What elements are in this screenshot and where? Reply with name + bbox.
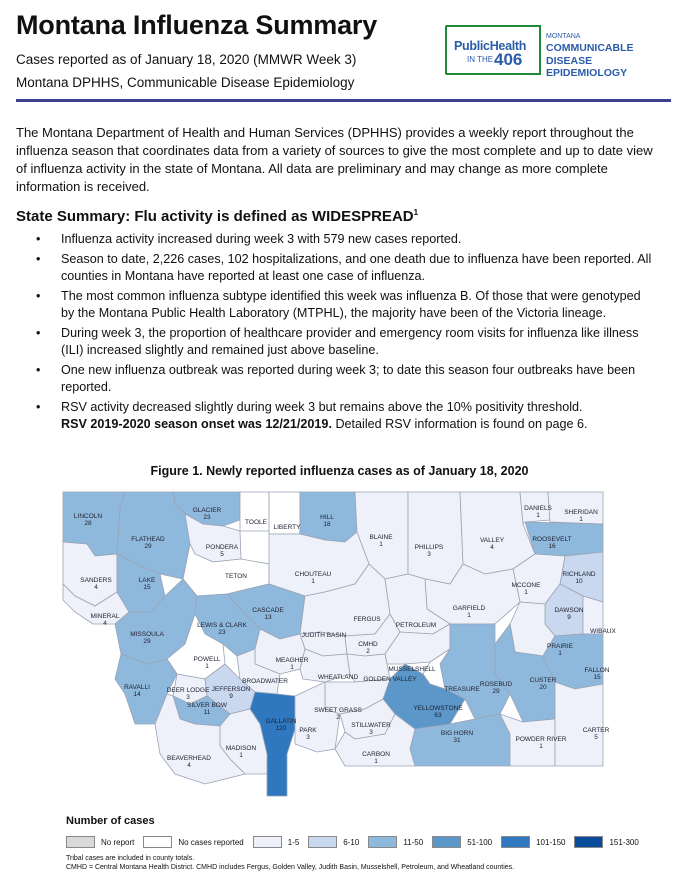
county-label-deer-lodge: DEER LODGE 3	[166, 687, 210, 701]
legend-label: 151-300	[609, 837, 639, 847]
county-label-prairie: PRAIRIE 1	[546, 643, 574, 657]
legend-label: 6-10	[343, 837, 360, 847]
legend-item	[143, 836, 243, 848]
header-rule	[16, 99, 671, 102]
county-label-big-horn: BIG HORN 31	[440, 730, 474, 744]
legend-label: 51-100	[467, 837, 493, 847]
legend-swatch	[368, 836, 397, 848]
county-label-blaine: BLAINE 1	[369, 534, 393, 548]
legend-label: 11-50	[403, 837, 424, 847]
county-label-musselshell: MUSSELSHELL	[388, 666, 436, 673]
county-label-carter: CARTER 5	[582, 727, 610, 741]
county-label-glacier: GLACIER 23	[192, 507, 222, 521]
county-label-madison: MADISON 1	[225, 745, 257, 759]
county-label-custer: CUSTER 20	[529, 677, 557, 691]
map-legend	[66, 836, 648, 848]
county-label-yellowstone: YELLOWSTONE 63	[413, 705, 463, 719]
county-label-roosevelt: ROOSEVELT 16	[532, 536, 572, 550]
county-label-lewis-and-clark: LEWIS & CLARK 23	[197, 622, 247, 636]
county-label-ravalli: RAVALLI 14	[124, 684, 150, 698]
montana-county-map	[55, 484, 616, 809]
county-label-valley: VALLEY 4	[479, 537, 505, 551]
bullet-item: • Influenza activity increased during week 3 with 579 new cases reported.	[16, 231, 656, 249]
legend-item	[368, 836, 423, 848]
legend-item	[574, 836, 638, 848]
rsv-tail: Detailed RSV information is found on page 6.	[331, 417, 588, 431]
legend-swatch	[253, 836, 282, 848]
county-label-beaverhead: BEAVERHEAD 4	[167, 755, 211, 769]
legend-label: No report	[101, 837, 135, 847]
legend-label: 1-5	[287, 837, 300, 847]
logo-line2: DISEASE EPIDEMIOLOGY	[546, 55, 628, 79]
county-label-fallon: FALLON 15	[584, 667, 610, 681]
report-date: Cases reported as of January 18, 2020 (MMWR Week 3)	[16, 52, 357, 67]
county-phillips	[408, 492, 463, 584]
county-label-richland: RICHLAND 10	[562, 571, 596, 585]
county-label-chouteau: CHOUTEAU 1	[294, 571, 332, 585]
figure-title: Figure 1. Newly reported influenza cases as of January 18, 2020	[150, 464, 529, 478]
county-label-mccone: MCCONE 1	[511, 582, 541, 596]
legend-title: Number of cases	[66, 815, 155, 827]
county-label-liberty: LIBERTY	[273, 524, 301, 531]
rsv-onset: RSV 2019-2020 season onset was 12/21/2019.	[61, 417, 332, 431]
county-carter	[555, 682, 603, 766]
county-label-meagher: MEAGHER 1	[275, 657, 309, 671]
intro-paragraph: The Montana Department of Health and Human Services (DPHHS) provides a weekly report throughout the influenza season that coordinates data from a variety of sources to give the most complete and up to date view of influenza activity in the state of Montana. All data are preliminary and may change as more complete information is received.	[16, 125, 653, 194]
logo-in-the: IN THE	[467, 55, 494, 64]
legend-item	[66, 836, 134, 848]
county-label-lake: LAKE 15	[138, 577, 156, 591]
legend-item	[253, 836, 300, 848]
county-label-sheridan: SHERIDAN 1	[564, 509, 598, 523]
county-label-silver-bow: SILVER BOW 11	[187, 702, 227, 716]
bullet-item: • Season to date, 2,226 cases, 102 hospitalizations, and one death due to influenza have been reported. All counties in Montana have reported at least one case of influenza.	[16, 251, 656, 286]
county-label-rosebud: ROSEBUD 29	[479, 681, 513, 695]
county-label-phillips: PHILLIPS 3	[414, 544, 444, 558]
county-label-daniels: DANIELS 1	[524, 505, 552, 519]
legend-item	[432, 836, 492, 848]
bullet-item: • During week 3, the proportion of healthcare provider and emergency room visits for influenza like illness (ILI) increased slightly and remained just above baseline.	[16, 325, 656, 360]
county-label-judith-basin: JUDITH BASIN	[301, 632, 347, 639]
county-label-mineral: MINERAL 4	[90, 613, 120, 627]
county-label-flathead: FLATHEAD 29	[131, 536, 165, 550]
bullet-item-rsv	[16, 399, 656, 434]
county-label-park: PARK 3	[299, 727, 317, 741]
logo-public-health: PublicHealth	[454, 39, 527, 53]
bullet-item: • One new influenza outbreak was reported during week 3; to date this season four outbreaks have been reported.	[16, 362, 656, 397]
county-label-broadwater: BROADWATER	[242, 678, 288, 685]
logo-line1: COMMUNICABLE	[546, 42, 634, 54]
county-label-powell: POWELL 1	[193, 656, 221, 670]
county-label-petroleum: PETROLEUM	[395, 622, 437, 629]
bullet-item: • The most common influenza subtype identified this week was influenza B. Of those that were genotyped by the Montana Public Health Laboratory (MTPHL), the majority have been of the Victoria lineage.	[16, 288, 656, 323]
county-label-lincoln: LINCOLN 28	[73, 513, 103, 527]
county-label-garfield: GARFIELD 1	[452, 605, 486, 619]
county-label-teton: TETON	[225, 573, 247, 580]
legend-swatch	[66, 836, 95, 848]
county-label-golden-valley: GOLDEN VALLEY	[363, 676, 417, 683]
county-label-treasure: TREASURE	[444, 686, 480, 693]
county-label-dawson: DAWSON 9	[554, 607, 584, 621]
legend-swatch	[143, 836, 172, 848]
logo-montana: MONTANA	[546, 33, 581, 40]
legend-label: 101-150	[536, 837, 566, 847]
legend-item	[308, 836, 359, 848]
county-label-cmhd: CMHD 2	[358, 641, 378, 655]
county-label-jefferson: JEFFERSON 9	[211, 686, 251, 700]
county-label-sanders: SANDERS 4	[80, 577, 112, 591]
logo-406: 406	[494, 50, 523, 69]
summary-bullets	[16, 231, 656, 436]
legend-swatch	[308, 836, 337, 848]
public-health-logo	[445, 25, 675, 77]
legend-item	[501, 836, 565, 848]
county-label-pondera: PONDERA 5	[205, 544, 239, 558]
footnote-mark: 1	[413, 208, 419, 217]
rsv-text: RSV activity decreased slightly during week 3 but remains above the 10% positivity threshold.	[61, 399, 583, 414]
county-label-cascade: CASCADE 13	[252, 607, 284, 621]
legend-swatch	[432, 836, 461, 848]
county-label-sweet-grass: SWEET GRASS 2	[314, 707, 362, 721]
legend-swatch	[574, 836, 603, 848]
page-title: Montana Influenza Summary	[16, 10, 378, 40]
county-label-carbon: CARBON 1	[362, 751, 390, 765]
county-label-missoula: MISSOULA 29	[130, 631, 164, 645]
county-sheridan	[548, 492, 603, 524]
legend-label: No cases reported	[178, 837, 244, 847]
state-summary-heading	[16, 208, 418, 225]
county-label-fergus: FERGUS	[353, 616, 381, 623]
county-label-powder-river: POWDER RIVER 1	[515, 736, 567, 750]
report-source: Montana DPHHS, Communicable Disease Epidemiology	[16, 75, 355, 90]
county-label-wibaux: WIBAUX	[590, 628, 616, 635]
county-label-toole: TOOLE	[245, 519, 267, 526]
footnote-cmhd: CMHD = Central Montana Health District. CMHD includes Fergus, Golden Valley, Judith Basin, Musselshell, Petroleum, and Wheatland counties.	[66, 864, 515, 871]
county-label-stillwater: STILLWATER 3	[351, 722, 391, 736]
county-label-gallatin: GALLATIN 120	[265, 718, 297, 732]
county-label-wheatland: WHEATLAND	[317, 674, 359, 681]
legend-swatch	[501, 836, 530, 848]
county-label-hill: HILL 18	[320, 514, 334, 528]
footnote-tribal: Tribal cases are included in county totals.	[66, 855, 195, 862]
heading-text: State Summary: Flu activity is defined as WIDESPREAD	[16, 208, 414, 225]
